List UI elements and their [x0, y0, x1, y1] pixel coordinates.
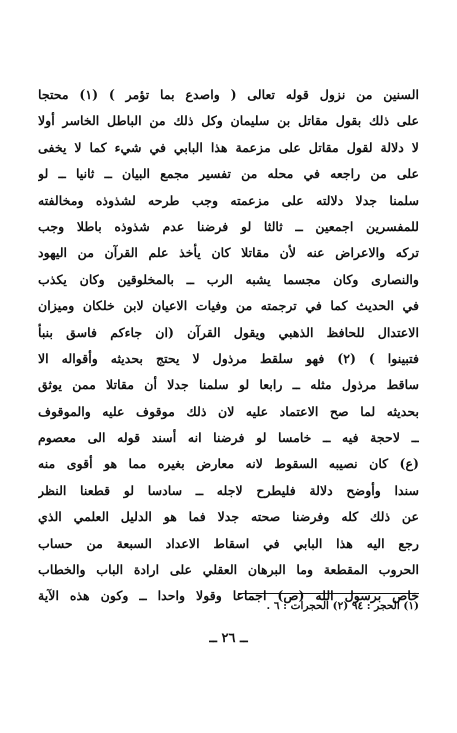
text-line: عن ذلك كله وفرضنا صحته جدلا فما هو الدليل العلمي الذي: [38, 509, 419, 525]
text-line: على من راجعه في محله من تفسير مجمع البيان ــ ثانيا ــ لو: [38, 166, 419, 182]
text-line: بحديثه لما صح الاعتماد عليه لان ذلك موقوف عليه والموقوف: [38, 403, 419, 419]
text-line: رجع اليه هذا البابي في اسقاط الاعداد السبعة من حساب: [38, 535, 419, 551]
text-line: سلمنا جدلا دلالته على مزعمته وجب طرحه لشذوذه ومخالفته: [38, 192, 419, 208]
text-line: (ع) كان نصيبه السقوط لانه معارض بغيره مما هو أقوى منه: [38, 456, 419, 472]
text-line: للمفسرين اجمعين ــ ثالثا لو فرضنا عدم شذوذه باطلا وجب: [38, 218, 419, 234]
text-line: والنصارى وكان مجسما يشبه الرب ــ بالمخلوقين وكان يكذب: [38, 271, 419, 287]
text-line: على ذلك بقول مقاتل بن سليمان وكل ذلك من الباطل الخاسر أولا: [38, 113, 419, 129]
text-line: ساقط مرذول مثله ــ رابعا لو سلمنا جدلا أن مقاتلا ممن يوثق: [38, 377, 419, 393]
text-line: فتبينوا ) (٢) فهو سلقط مرذول لا يحتج بحديثه وأقواله الا: [38, 350, 419, 366]
text-line: تركه والاعراض عنه لأن مقاتلا كان يأخذ علم القرآن من اليهود: [38, 245, 419, 261]
text-line: ــ لاحجة فيه ــ خامسا لو فرضنا انه أسند قوله الى معصوم: [38, 430, 419, 446]
text-line: الاعتدال للحافظ الذهبي ويقول القرآن (ان جاءكم فاسق بنبأ: [38, 324, 419, 340]
body-text: [38, 82, 419, 610]
text-line: في الحديث كما في ترجمته من وفيات الاعيان لابن خلكان وميزان: [38, 298, 419, 314]
footnote-separator: [238, 593, 419, 594]
page-number: ــ ٢٦ ــ: [209, 631, 248, 646]
footnotes: (١) الحجر : ٩٤ (٢) الحجرات : ٦ .: [266, 600, 419, 612]
text-line: لا دلالة لقول مقاتل على مزعمة هذا البابي في شيء كما لا يخفى: [38, 139, 419, 155]
text-line: خاص برسول الله (ص) اجماعا وقولا واحدا ــ وكون هذه الآية: [38, 588, 419, 604]
text-line: سندا وأوضح دلالة فليطرح لاجله ــ سادسا لو قطعنا النظر: [38, 482, 419, 498]
text-line: السنين من نزول قوله تعالى ( واصدع بما تؤمر ) (١) محتجا: [38, 87, 419, 102]
text-line: الحروب المقطعة وما البرهان العقلي على ارادة الباب والخطاب: [38, 562, 419, 578]
